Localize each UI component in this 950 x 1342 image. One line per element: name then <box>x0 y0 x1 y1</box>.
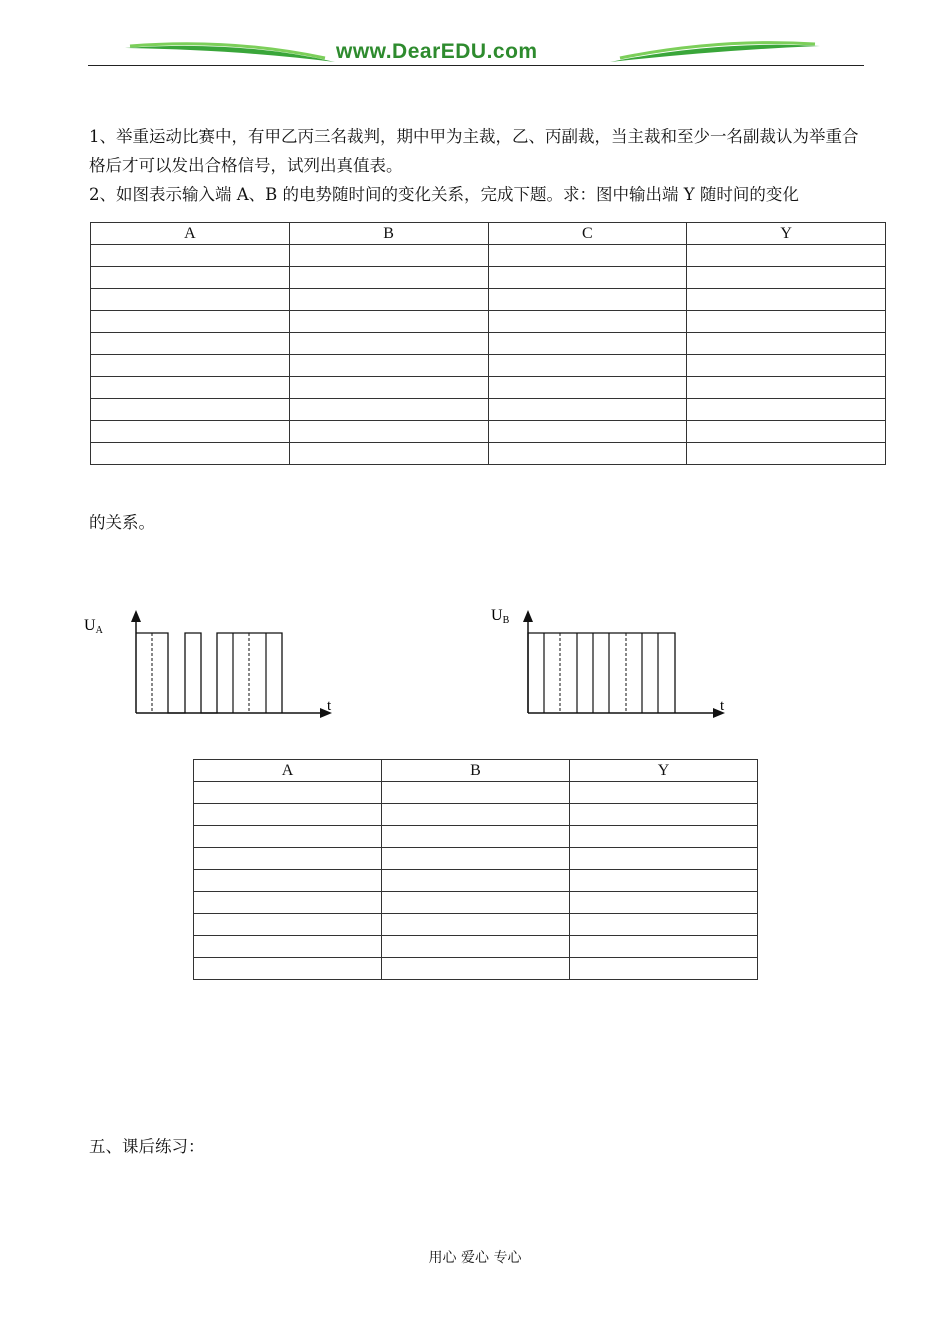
table1-cell[interactable] <box>687 311 886 333</box>
table1-header-c: C <box>488 223 687 245</box>
section-title: 五、课后练习： <box>89 1137 205 1156</box>
table2-cell[interactable] <box>382 782 570 804</box>
table2-cell[interactable] <box>382 936 570 958</box>
table1-cell[interactable] <box>687 355 886 377</box>
table2-row <box>194 848 758 870</box>
table1-cell[interactable] <box>91 289 290 311</box>
table2-cell[interactable] <box>382 804 570 826</box>
table2-cell[interactable] <box>382 958 570 980</box>
table2-header-a: A <box>194 760 382 782</box>
table1-cell[interactable] <box>687 289 886 311</box>
table1-row <box>91 377 886 399</box>
table1-cell[interactable] <box>687 421 886 443</box>
table1-cell[interactable] <box>488 377 687 399</box>
table1-cell[interactable] <box>289 399 488 421</box>
table1-cell[interactable] <box>289 377 488 399</box>
table2-cell[interactable] <box>570 782 758 804</box>
table1-cell[interactable] <box>289 443 488 465</box>
table1-cell[interactable] <box>91 399 290 421</box>
table1-row <box>91 421 886 443</box>
table2-cell[interactable] <box>570 936 758 958</box>
question-1: 1、举重运动比赛中，有甲乙丙三名裁判，期中甲为主裁，乙、丙副裁，当主裁和至少一名副裁认为举重合格后才可以发出合格信号，试列出真值表。 <box>89 127 859 175</box>
table1-cell[interactable] <box>488 245 687 267</box>
table1-cell[interactable] <box>488 355 687 377</box>
table2-row <box>194 870 758 892</box>
table1-cell[interactable] <box>488 443 687 465</box>
table2-row <box>194 936 758 958</box>
table1-row <box>91 399 886 421</box>
table1-cell[interactable] <box>488 267 687 289</box>
table1-cell[interactable] <box>488 399 687 421</box>
table1-row <box>91 245 886 267</box>
table1-cell[interactable] <box>687 377 886 399</box>
ua-t-label: t <box>327 698 332 714</box>
table2-row <box>194 892 758 914</box>
table2-cell[interactable] <box>382 848 570 870</box>
table1-cell[interactable] <box>289 245 488 267</box>
table2-cell[interactable] <box>194 914 382 936</box>
ua-label: UA <box>84 617 103 636</box>
table1-cell[interactable] <box>91 443 290 465</box>
table1-cell[interactable] <box>91 377 290 399</box>
table1-header-a: A <box>91 223 290 245</box>
table2-cell[interactable] <box>570 826 758 848</box>
question-2-text: 2、如图表示输入端 A、B 的电势随时间的变化关系，完成下题。求：图中输出端 Y 随时间的变化 <box>89 185 799 204</box>
table2-cell[interactable] <box>194 892 382 914</box>
table2-header-b: B <box>382 760 570 782</box>
table1-cell[interactable] <box>687 333 886 355</box>
table1-cell[interactable] <box>687 245 886 267</box>
table2-cell[interactable] <box>570 804 758 826</box>
question-2-continued: 的关系。 <box>89 513 155 532</box>
table2-cell[interactable] <box>382 870 570 892</box>
table1-cell[interactable] <box>687 399 886 421</box>
table2-cell[interactable] <box>570 870 758 892</box>
table2-cell[interactable] <box>194 782 382 804</box>
ub-waveform-graph <box>485 600 755 730</box>
table1-cell[interactable] <box>289 421 488 443</box>
table1-cell[interactable] <box>488 333 687 355</box>
table2-cell[interactable] <box>194 848 382 870</box>
table1-cell[interactable] <box>289 355 488 377</box>
truth-table-2 <box>193 759 758 980</box>
table2-cell[interactable] <box>570 892 758 914</box>
table1-header-y: Y <box>687 223 886 245</box>
table2-cell[interactable] <box>570 958 758 980</box>
table1-cell[interactable] <box>91 421 290 443</box>
table1-cell[interactable] <box>687 267 886 289</box>
table1-row <box>91 267 886 289</box>
table1-cell[interactable] <box>488 311 687 333</box>
table2-cell[interactable] <box>570 848 758 870</box>
table1-cell[interactable] <box>91 333 290 355</box>
table1-cell[interactable] <box>687 443 886 465</box>
table2-cell[interactable] <box>194 870 382 892</box>
table2-cell[interactable] <box>382 914 570 936</box>
table1-cell[interactable] <box>289 289 488 311</box>
ua-waveform-graph <box>80 600 350 730</box>
ub-t-label: t <box>720 698 725 714</box>
table1-row <box>91 333 886 355</box>
table1-cell[interactable] <box>91 245 290 267</box>
table1-row <box>91 289 886 311</box>
table2-cell[interactable] <box>570 914 758 936</box>
table2-cell[interactable] <box>382 826 570 848</box>
table2-cell[interactable] <box>194 958 382 980</box>
table2-row <box>194 804 758 826</box>
table1-row <box>91 355 886 377</box>
table1-cell[interactable] <box>488 421 687 443</box>
table1-row <box>91 443 886 465</box>
table2-row <box>194 782 758 804</box>
table2-header-y: Y <box>570 760 758 782</box>
table1-cell[interactable] <box>289 267 488 289</box>
table2-cell[interactable] <box>194 826 382 848</box>
table1-cell[interactable] <box>488 289 687 311</box>
header-rule <box>88 65 864 66</box>
table2-cell[interactable] <box>194 936 382 958</box>
table1-cell[interactable] <box>91 355 290 377</box>
table2-row <box>194 826 758 848</box>
table2-row <box>194 958 758 980</box>
table1-row <box>91 311 886 333</box>
ub-label: UB <box>491 607 510 626</box>
truth-table-1 <box>90 222 886 465</box>
page-footer: 用心 爱心 专心 <box>428 1250 522 1266</box>
table2-cell[interactable] <box>194 804 382 826</box>
table1-cell[interactable] <box>289 311 488 333</box>
table1-cell[interactable] <box>91 311 290 333</box>
table1-header-b: B <box>289 223 488 245</box>
table2-cell[interactable] <box>382 892 570 914</box>
site-logo-text: www.DearEDU.com <box>336 40 538 63</box>
table1-cell[interactable] <box>289 333 488 355</box>
table1-cell[interactable] <box>91 267 290 289</box>
table2-row <box>194 914 758 936</box>
